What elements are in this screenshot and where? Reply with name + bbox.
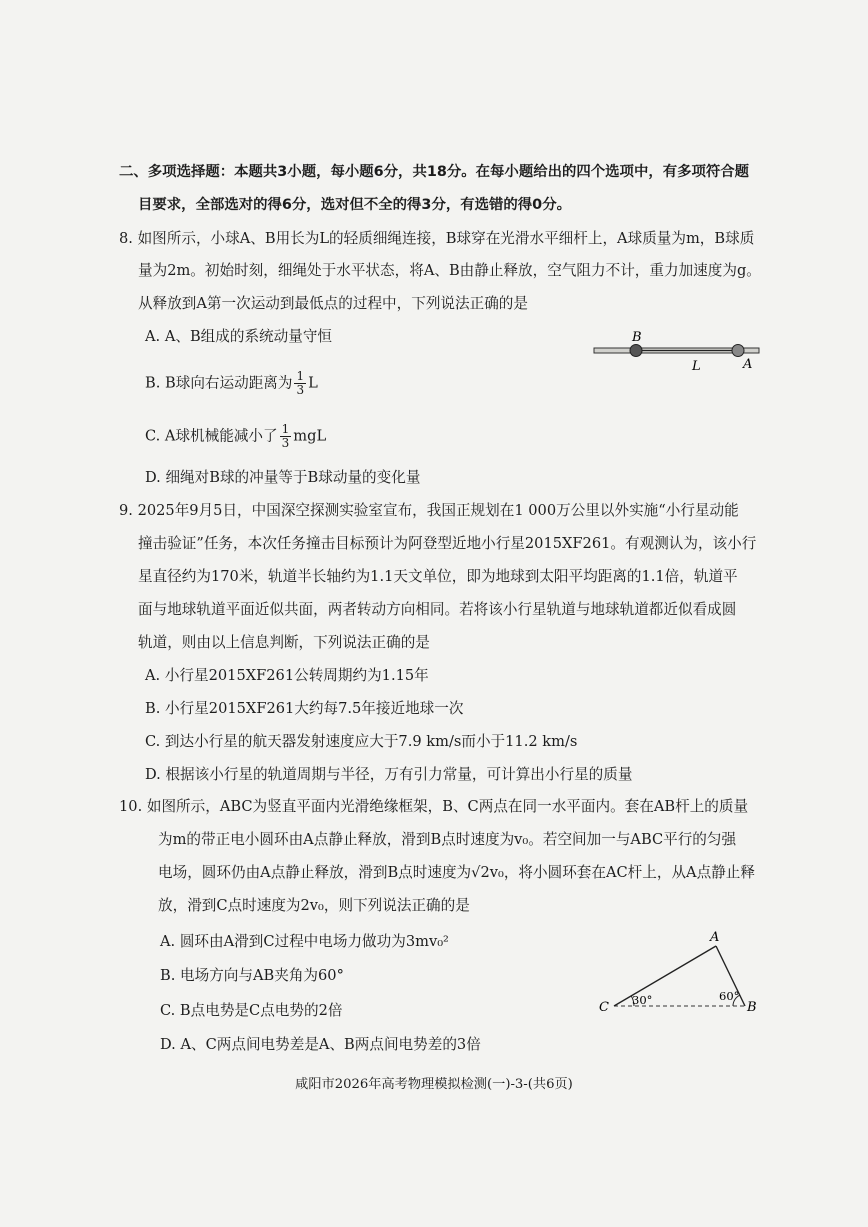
- q10-figure: [590, 926, 776, 1020]
- q8-figure: [588, 326, 764, 374]
- angle-b-label: 60°: [719, 989, 740, 1003]
- q10-option-a: A. 圆环由A滑到C过程中电场力做功为3mv₀²: [160, 933, 449, 950]
- label-l: L: [692, 359, 701, 374]
- fraction: $\frac{1}{3}$: [281, 422, 290, 450]
- q8-stem-line2: 量为2m。初始时刻，细绳处于水平状态，将A、B由静止释放，空气阻力不计，重力加速度为g。: [138, 262, 761, 279]
- label-b: B: [632, 330, 642, 345]
- q10-stem-line1: 10. 如图所示，ABC为竖直平面内光滑绝缘框架，B、C两点在同一水平面内。套在AB杆上的质量: [119, 798, 749, 815]
- label-a: A: [743, 357, 753, 372]
- section-header-line1: 二、多项选择题：本题共3小题，每小题6分，共18分。在每小题给出的四个选项中，有多项符合题: [119, 164, 750, 180]
- q9-stem-line1: 9. 2025年9月5日，中国深空探测实验室宣布，我国正规划在1 000万公里以外实施“小行星动能: [119, 502, 739, 519]
- label-a: A: [710, 930, 720, 945]
- q8-option-d: D. 细绳对B球的冲量等于B球动量的变化量: [145, 469, 421, 486]
- q9-option-d: D. 根据该小行星的轨道周期与半径，万有引力常量，可计算出小行星的质量: [145, 766, 633, 783]
- q8-option-a: A. A、B组成的系统动量守恒: [145, 328, 333, 345]
- q10-option-b: B. 电场方向与AB夹角为60°: [160, 967, 344, 984]
- q10-option-c: C. B点电势是C点电势的2倍: [160, 1002, 343, 1019]
- q8-option-c: C. A球机械能减小了 $\frac{1}{3}$ mgL: [145, 422, 327, 450]
- q9-stem-line5: 轨道，则由以上信息判断，下列说法正确的是: [138, 634, 430, 651]
- q10-option-d: D. A、C两点间电势差是A、B两点间电势差的3倍: [160, 1036, 481, 1053]
- label-b: B: [747, 1000, 757, 1015]
- q9-option-c: C. 到达小行星的航天器发射速度应大于7.9 km/s而小于11.2 km/s: [145, 733, 578, 750]
- q9-stem-line2: 撞击验证”任务，本次任务撞击目标预计为阿登型近地小行星2015XF261。有观测认为，该小行: [138, 535, 757, 552]
- q10-stem-line3: 电场，圆环仍由A点静止释放，滑到B点时速度为√2v₀，将小圆环套在AC杆上，从A点静止释: [158, 864, 755, 881]
- page-footer: 咸阳市2026年高考物理模拟检测(一)-3-(共6页): [295, 1077, 573, 1092]
- section-header-line2: 目要求，全部选对的得6分，选对但不全的得3分，有选错的得0分。: [138, 197, 571, 213]
- q9-option-a: A. 小行星2015XF261公转周期约为1.15年: [145, 667, 429, 684]
- q10-stem-line2: 为m的带正电小圆环由A点静止释放，滑到B点时速度为v₀。若空间加一与ABC平行的匀强: [158, 831, 737, 848]
- label-c: C: [599, 1000, 609, 1015]
- ball-a: [732, 345, 744, 357]
- ball-b: [630, 345, 642, 357]
- fraction: $\frac{1}{3}$: [296, 369, 305, 397]
- angle-c-label: 30°: [632, 993, 653, 1007]
- q9-option-b: B. 小行星2015XF261大约每7.5年接近地球一次: [145, 700, 464, 717]
- q9-stem-line3: 星直径约为170米，轨道半长轴约为1.1天文单位，即为地球到太阳平均距离的1.1倍，轨道平: [138, 568, 738, 585]
- rod-ac: [614, 946, 716, 1006]
- q8-stem-line3: 从释放到A第一次运动到最低点的过程中，下列说法正确的是: [138, 295, 528, 312]
- q10-stem-line4: 放，滑到C点时速度为2v₀，则下列说法正确的是: [158, 897, 470, 914]
- q8-option-b: B. B球向右运动距离为 $\frac{1}{3}$ L: [145, 369, 318, 397]
- q9-stem-line4: 面与地球轨道平面近似共面，两者转动方向相同。若将该小行星轨道与地球轨道都近似看成圆: [138, 601, 737, 618]
- q8-stem-line1: 8. 如图所示，小球A、B用长为L的轻质细绳连接，B球穿在光滑水平细杆上，A球质量为m，B球质: [119, 230, 755, 247]
